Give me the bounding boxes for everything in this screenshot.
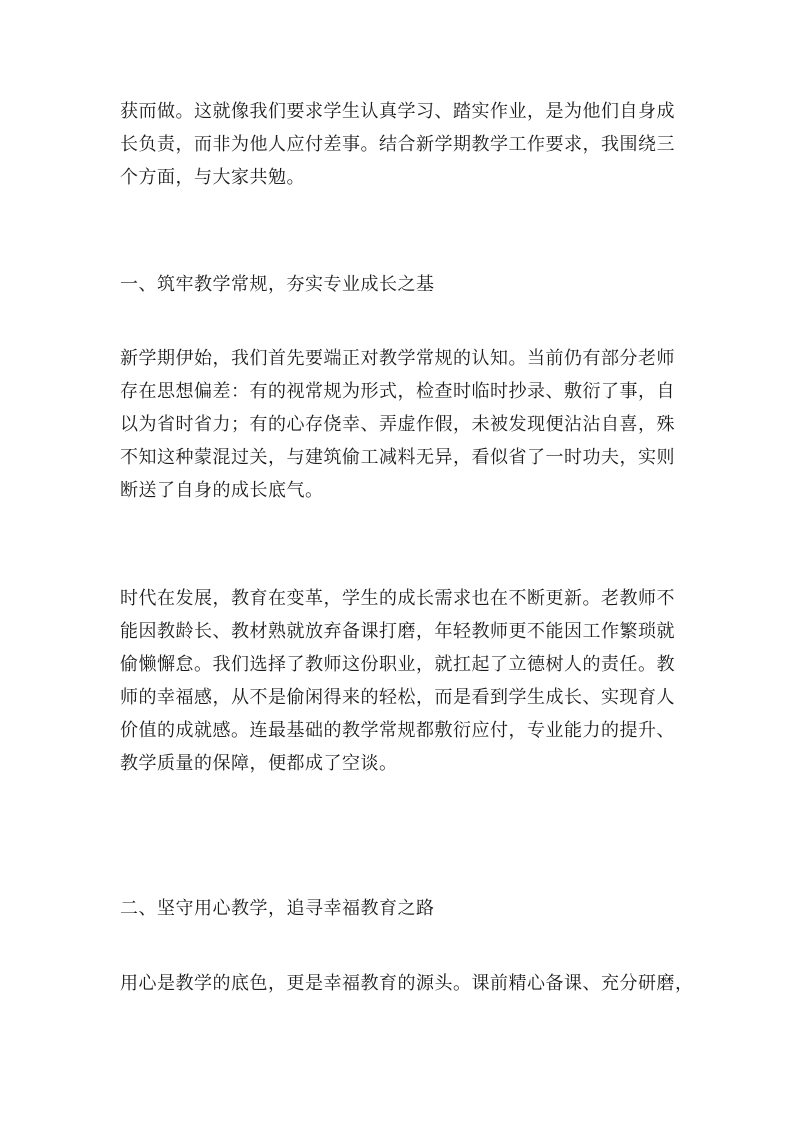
text-line: 新学期伊始，我们首先要端正对教学常规的认知。当前仍有部分老师: [120, 348, 675, 369]
section-heading-2: [120, 892, 680, 925]
text-line: 能因教龄长、教材熟就放弃备课打磨，年轻教师更不能因工作繁琐就: [120, 621, 675, 642]
text-line: 不知这种蒙混过关，与建筑偷工减料无异，看似省了一时功夫，实则: [120, 447, 675, 468]
text-line: 偷懒懈怠。我们选择了教师这份职业，就扛起了立德树人的责任。教: [120, 654, 675, 675]
text-line: 时代在发展，教育在变革，学生的成长需求也在不断更新。老教师不: [120, 588, 675, 609]
text-line: 个方面，与大家共勉。: [120, 167, 305, 188]
heading-line: 一、筑牢教学常规，夯实专业成长之基: [120, 274, 435, 295]
text-line: 以为省时省力；有的心存侥幸、弄虚作假，未被发现便沾沾自喜，殊: [120, 414, 675, 435]
text-line: 断送了自身的成长底气。: [120, 480, 324, 501]
text-line: 师的幸福感，从不是偷闲得来的轻松，而是看到学生成长、实现育人: [120, 687, 675, 708]
paragraph-intro: [120, 95, 680, 194]
text-line: 教学质量的保障，便都成了空谈。: [120, 753, 398, 774]
paragraph-times-change: [120, 582, 680, 780]
text-line: 获而做。这就像我们要求学生认真学习、踏实作业，是为他们自身成: [120, 101, 675, 122]
text-line: 长负责，而非为他人应付差事。结合新学期教学工作要求，我围绕三: [120, 134, 675, 155]
paragraph-routine-cognition: [120, 342, 680, 507]
paragraph-heartfelt-teaching: [120, 967, 694, 1000]
text-line: 用心是教学的底色，更是幸福教育的源头。课前精心备课、充分研磨，: [120, 973, 694, 994]
text-line: 价值的成就感。连最基础的教学常规都敷衍应付，专业能力的提升、: [120, 720, 675, 741]
heading-line: 二、坚守用心教学，追寻幸福教育之路: [120, 898, 435, 919]
section-heading-1: [120, 268, 680, 301]
text-line: 存在思想偏差：有的视常规为形式，检查时临时抄录、敷衍了事，自: [120, 381, 675, 402]
